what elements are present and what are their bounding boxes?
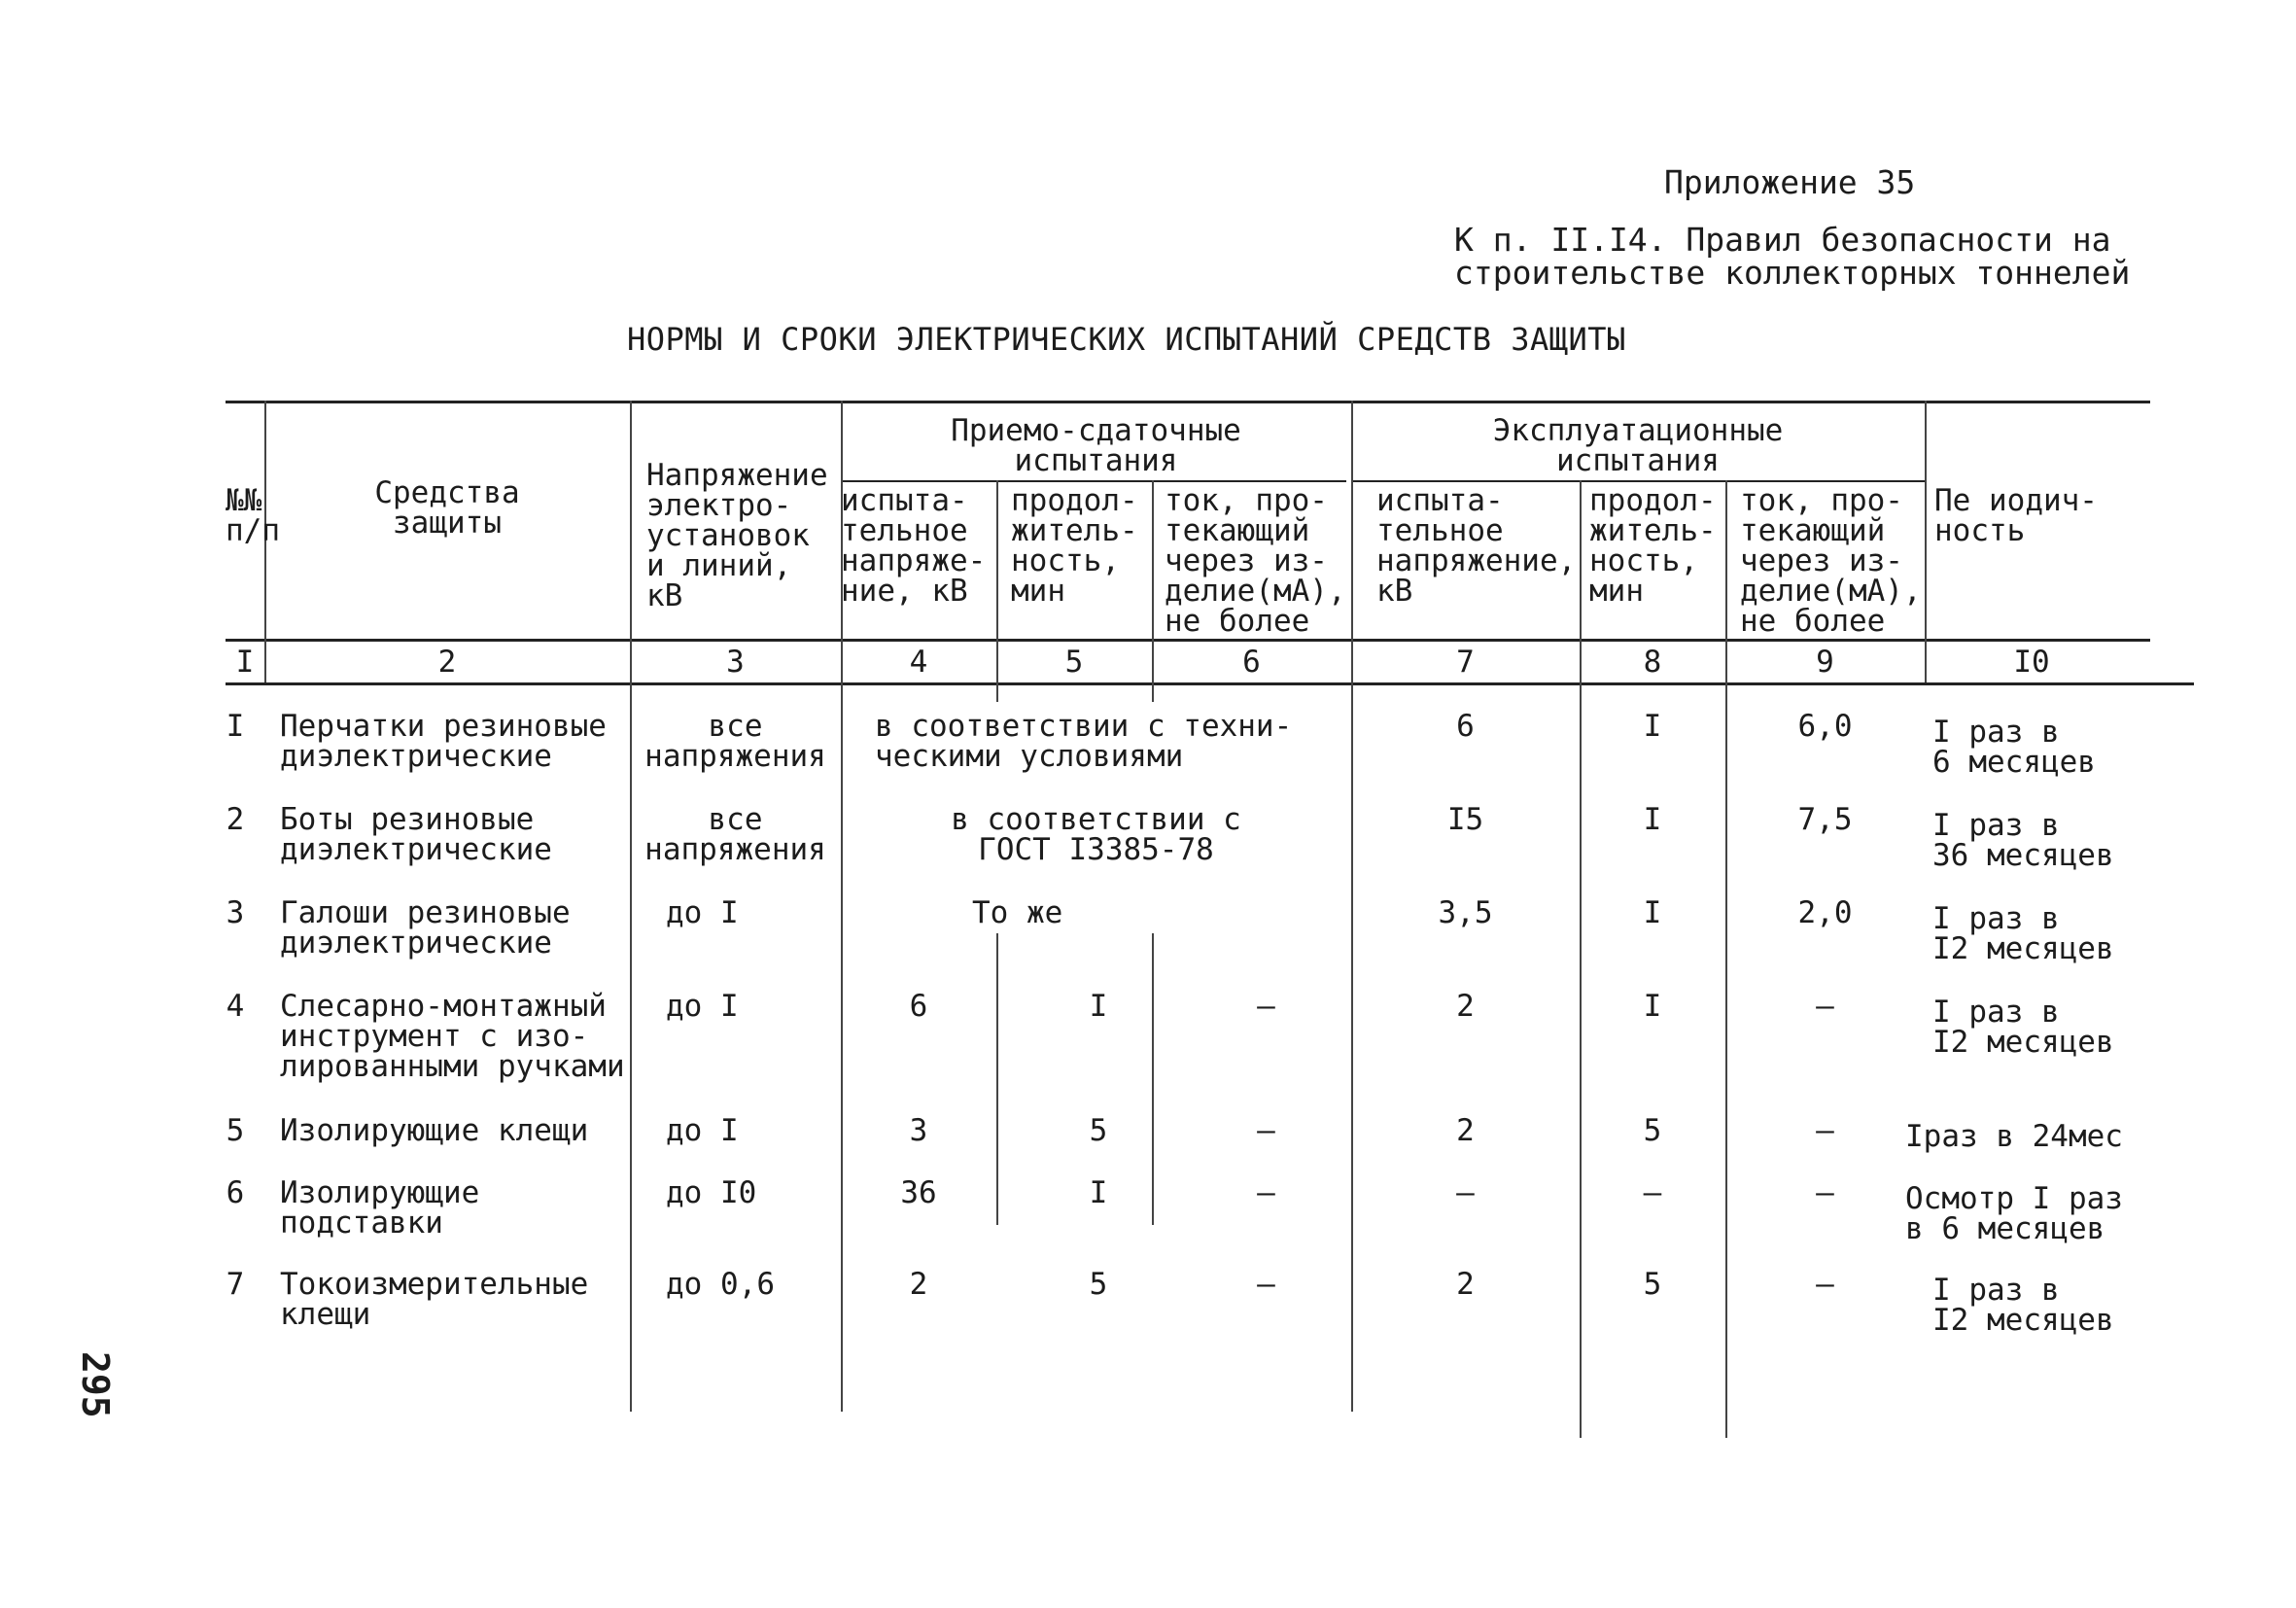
column-number: I (235, 645, 255, 680)
table-top-rule (226, 401, 2150, 403)
header-acceptance-duration: продол- житель- ность, мин (1011, 483, 1138, 609)
appendix-label: Приложение 35 (1664, 163, 1916, 201)
operational-current: – (1816, 1267, 1834, 1302)
periodicity: I раз в 6 месяцев (1932, 715, 2096, 780)
installation-voltage: до I (666, 895, 739, 930)
operational-test-voltage: – (1456, 1175, 1475, 1210)
header-periodicity: Пе иодич- ность (1934, 483, 2098, 548)
column-number: I0 (2013, 645, 2050, 680)
protection-means-name: Галоши резиновые диэлектрические (280, 895, 571, 961)
row-number: 7 (226, 1267, 245, 1302)
column-number: 6 (1242, 645, 1261, 680)
periodicity: I раз в I2 месяцев (1932, 1273, 2114, 1338)
header-installation-voltage: Напряжение электро- установок и линий, кВ (646, 458, 828, 613)
column-number: 9 (1816, 645, 1834, 680)
rule-reference-line: строительстве коллекторных тоннелей (1454, 254, 2131, 292)
column-number: 8 (1643, 645, 1662, 680)
column-divider (996, 933, 998, 1225)
operational-current: 2,0 (1797, 895, 1853, 930)
header-bottom-rule (226, 639, 2150, 642)
acceptance-duration: I (1089, 989, 1108, 1024)
document-title: НОРМЫ И СРОКИ ЭЛЕКТРИЧЕСКИХ ИСПЫТАНИЙ СРЕДСТВ ЗАЩИТЫ (627, 321, 1626, 358)
operational-test-voltage: 3,5 (1438, 895, 1493, 930)
row-number: I (226, 709, 245, 744)
acceptance-current: – (1257, 1175, 1275, 1210)
periodicity: I раз в 36 месяцев (1932, 808, 2114, 873)
row-number: 5 (226, 1113, 245, 1148)
acceptance-requirements: в соответствии с ГОСТ I3385-78 (951, 802, 1241, 867)
header-acceptance-current: ток, про- текающий через из- делие(мА), не более (1165, 483, 1346, 639)
installation-voltage: все напряжения (644, 709, 826, 774)
column-number: 3 (726, 645, 745, 680)
acceptance-duration: I (1089, 1175, 1108, 1210)
protection-means-name: Токоизмерительные клещи (280, 1267, 589, 1332)
acceptance-current: – (1257, 1113, 1275, 1148)
acceptance-test-voltage: 36 (900, 1175, 937, 1210)
column-number: 7 (1456, 645, 1475, 680)
installation-voltage: все напряжения (644, 802, 826, 867)
acceptance-duration: 5 (1089, 1113, 1108, 1148)
operational-test-voltage: 2 (1456, 1267, 1475, 1302)
operational-test-voltage: I5 (1446, 802, 1484, 837)
header-operational-test-voltage: испыта- тельное напряжение, кВ (1376, 483, 1577, 609)
acceptance-current: – (1257, 989, 1275, 1024)
periodicity: I раз в I2 месяцев (1932, 995, 2114, 1060)
operational-duration: I (1643, 709, 1662, 744)
operational-current: 7,5 (1797, 802, 1853, 837)
operational-current: – (1816, 1113, 1834, 1148)
column-number: 2 (437, 645, 457, 680)
column-divider (630, 401, 632, 1412)
installation-voltage: до I (666, 1113, 739, 1148)
acceptance-test-voltage: 3 (909, 1113, 928, 1148)
operational-duration: I (1643, 895, 1662, 930)
subheader-rule (841, 480, 1346, 482)
operational-duration: I (1643, 802, 1662, 837)
acceptance-test-voltage: 2 (909, 1267, 928, 1302)
row-number: 2 (226, 802, 245, 837)
acceptance-requirements: То же (972, 895, 1063, 930)
column-number: 4 (909, 645, 928, 680)
header-protection-means: Средства защиты (374, 475, 520, 541)
acceptance-requirements: в соответствии с техни- ческими условиями (875, 709, 1293, 774)
periodicity: Осмотр I раз в 6 месяцев (1905, 1181, 2123, 1246)
operational-current: – (1816, 1175, 1834, 1210)
protection-means-name: Перчатки резиновые диэлектрические (280, 709, 607, 774)
row-number: 4 (226, 989, 245, 1024)
column-number-rule (226, 682, 2194, 685)
periodicity: I раз в I2 месяцев (1932, 901, 2114, 966)
protection-means-name: Слесарно-монтажный инструмент с изо- лированными ручками (280, 989, 625, 1084)
acceptance-duration: 5 (1089, 1267, 1108, 1302)
operational-test-voltage: 2 (1456, 989, 1475, 1024)
header-acceptance-tests: Приемо-сдаточные испытания (951, 413, 1241, 478)
header-operational-current: ток, про- текающий через из- делие(мА), не более (1740, 483, 1922, 639)
operational-duration: – (1643, 1175, 1662, 1210)
header-operational-duration: продол- житель- ность, мин (1589, 483, 1717, 609)
installation-voltage: до 0,6 (666, 1267, 775, 1302)
installation-voltage: до I0 (666, 1175, 757, 1210)
row-number: 6 (226, 1175, 245, 1210)
rule-reference (1454, 221, 2131, 292)
operational-current: 6,0 (1797, 709, 1853, 744)
installation-voltage: до I (666, 989, 739, 1024)
operational-test-voltage: 2 (1456, 1113, 1475, 1148)
acceptance-test-voltage: 6 (909, 989, 928, 1024)
column-number: 5 (1064, 645, 1084, 680)
protection-means-name: Изолирующие подставки (280, 1175, 480, 1241)
operational-duration: I (1643, 989, 1662, 1024)
operational-current: – (1816, 989, 1834, 1024)
operational-duration: 5 (1643, 1267, 1662, 1302)
protection-means-name: Изолирующие клещи (280, 1113, 589, 1148)
subheader-rule (1351, 480, 1925, 482)
header-number: №№ п/п (226, 483, 280, 548)
protection-means-name: Боты резиновые диэлектрические (280, 802, 552, 867)
page-number: 295 (74, 1351, 117, 1418)
acceptance-current: – (1257, 1267, 1275, 1302)
rule-reference-line: К п. II.I4. Правил безопасности на (1454, 221, 2111, 259)
row-number: 3 (226, 895, 245, 930)
column-divider (1925, 401, 1927, 682)
operational-test-voltage: 6 (1456, 709, 1475, 744)
header-acceptance-test-voltage: испыта- тельное напряже- ние, кВ (841, 483, 987, 609)
header-operational-tests: Эксплуатационные испытания (1492, 413, 1784, 478)
periodicity: Iраз в 24мес (1905, 1119, 2123, 1154)
operational-duration: 5 (1643, 1113, 1662, 1148)
